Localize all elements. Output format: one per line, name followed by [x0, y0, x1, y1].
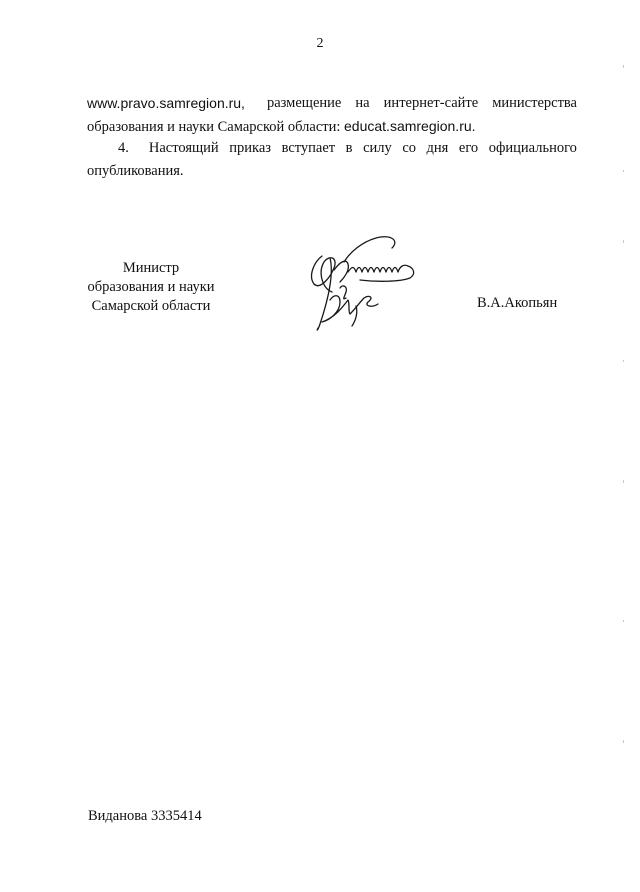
paragraph-line — [87, 115, 577, 139]
paragraph-item-4 — [87, 137, 577, 183]
word: Настоящий — [148, 140, 219, 156]
word: приказ — [229, 140, 272, 156]
scan-edge-marks — [622, 60, 626, 820]
word: дня — [426, 140, 449, 156]
word: размещение — [266, 95, 342, 111]
paragraph-text: опубликования. — [87, 163, 184, 179]
word: силу — [363, 140, 392, 156]
paragraph-line — [87, 92, 577, 115]
educat-url: educat.samregion.ru. — [344, 118, 476, 134]
signatory-title — [86, 259, 216, 316]
item-number: 4. — [118, 140, 129, 156]
signatory-title-line: образования и науки — [87, 279, 215, 295]
word: вступает — [281, 140, 336, 156]
signer-name: В.А.Акопьян — [477, 295, 558, 311]
paragraph-publication — [87, 92, 577, 139]
paragraph-line — [87, 160, 577, 183]
word: интернет-сайте — [383, 95, 479, 111]
signatory-title-line: Министр — [122, 260, 180, 276]
word: официального — [488, 140, 577, 156]
word: в — [345, 140, 353, 156]
word: со — [402, 140, 416, 156]
word: его — [458, 140, 479, 156]
paragraph-text: образования и науки Самарской области: — [87, 119, 345, 135]
paragraph-words — [149, 137, 577, 160]
handwritten-signature — [300, 228, 430, 338]
executor-note: Виданова 3335414 — [88, 808, 202, 824]
paragraph-line — [87, 137, 577, 160]
word: на — [355, 95, 370, 111]
signatory-title-line: Самарской области — [91, 298, 211, 314]
pravo-url: www.pravo.samregion.ru, — [87, 95, 245, 111]
paragraph-words — [267, 92, 577, 115]
word: министерства — [492, 95, 577, 111]
page-number: 2 — [316, 36, 324, 51]
